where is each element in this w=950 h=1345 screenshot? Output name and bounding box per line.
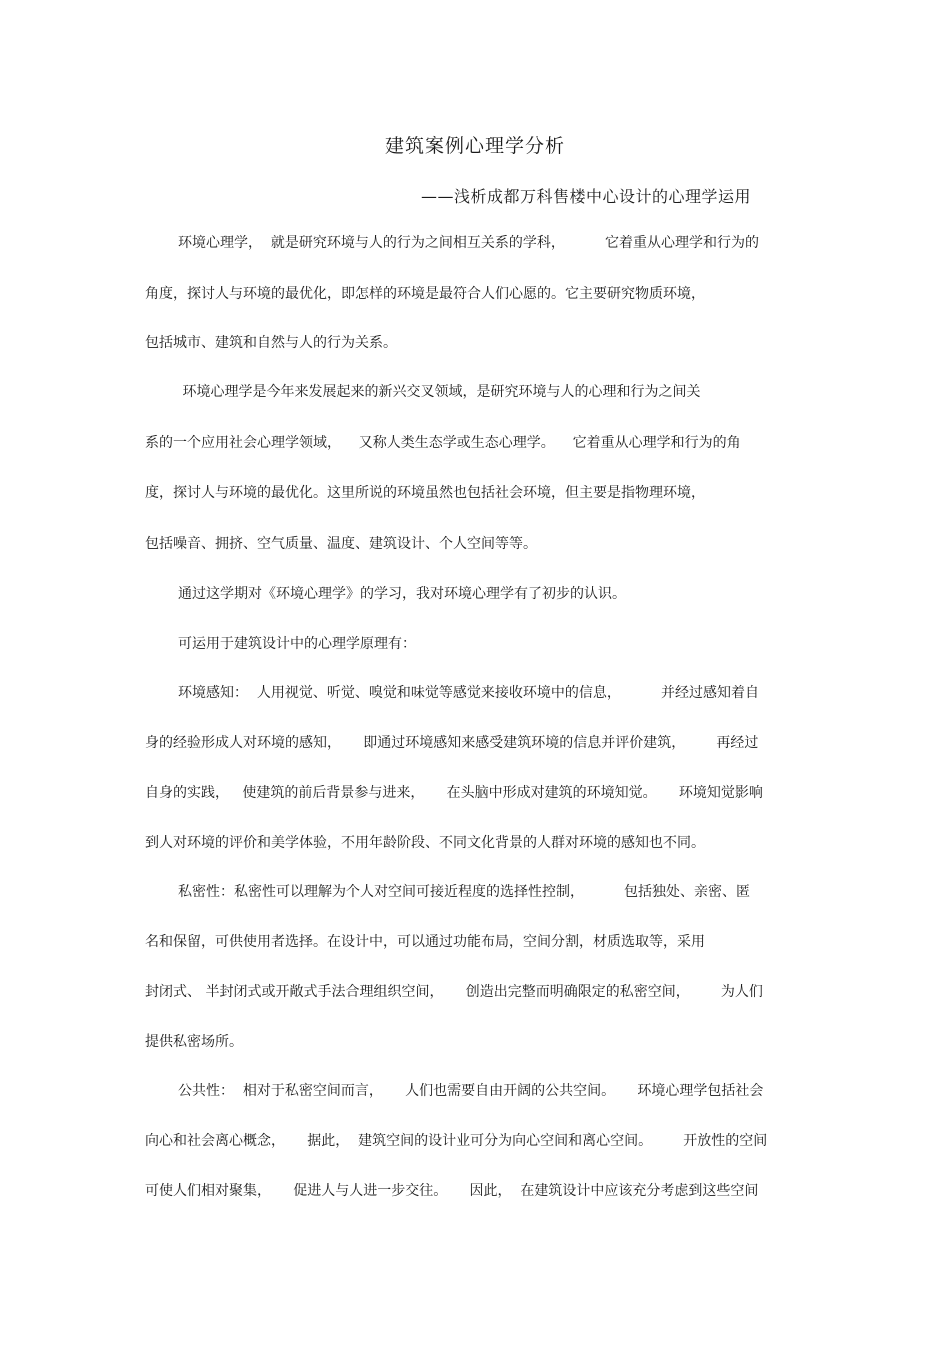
paragraph-line: 环境心理学是今年来发展起来的新兴交叉领域，是研究环境与人的心理和行为之间关 (178, 384, 701, 400)
paragraph-line: 度，探讨人与环境的最优化。这里所说的环境虽然也包括社会环境，但主要是指物理环境， (145, 485, 705, 501)
document-subtitle: ——浅析成都万科售楼中心设计的心理学运用 (421, 187, 752, 206)
paragraph-line: 环境感知： 人用视觉、听觉、嗅觉和味觉等感觉来接收环境中的信息， 并经过感知着自 (178, 685, 759, 701)
paragraph-line: 环境心理学， 就是研究环境与人的行为之间相互关系的学科， 它着重从心理学和行为的 (178, 235, 759, 251)
paragraph-line: 包括噪音、拥挤、空气质量、温度、建筑设计、个人空间等等。 (145, 536, 537, 552)
paragraph-line: 角度，探讨人与环境的最优化，即怎样的环境是最符合人们心愿的。它主要研究物质环境， (145, 286, 705, 302)
paragraph-line: 包括城市、建筑和自然与人的行为关系。 (145, 335, 397, 351)
paragraph-line: 公共性： 相对于私密空间而言， 人们也需要自由开阔的公共空间。 环境心理学包括社会 (178, 1083, 764, 1099)
paragraph-line: 可运用于建筑设计中的心理学原理有： (178, 636, 416, 652)
paragraph-line: 到人对环境的评价和美学体验，不用年龄阶段、不同文化背景的人群对环境的感知也不同。 (145, 835, 705, 851)
document-title: 建筑案例心理学分析 (384, 135, 565, 157)
paragraph-line: 名和保留，可供使用者选择。在设计中，可以通过功能布局，空间分割，材质选取等，采用 (145, 934, 705, 950)
paragraph-line: 通过这学期对《环境心理学》的学习，我对环境心理学有了初步的认识。 (178, 586, 626, 602)
paragraph-line: 提供私密场所。 (145, 1034, 243, 1050)
paragraph-line: 可使人们相对聚集， 促进人与人进一步交往。 因此， 在建筑设计中应该充分考虑到这些空间 (145, 1183, 759, 1199)
paragraph-line: 系的一个应用社会心理学领域， 又称人类生态学或生态心理学。 它着重从心理学和行为的角 (145, 435, 741, 451)
paragraph-line: 向心和社会离心概念， 据此， 建筑空间的设计业可分为向心空间和离心空间。 开放性的空间 (145, 1133, 768, 1149)
paragraph-line: 私密性：私密性可以理解为个人对空间可接近程度的选择性控制， 包括独处、亲密、匿 (178, 884, 751, 900)
paragraph-line: 自身的实践， 使建筑的前后背景参与进来， 在头脑中形成对建筑的环境知觉。 环境知觉影响 (145, 785, 763, 801)
paragraph-line: 封闭式、 半封闭式或开敞式手法合理组织空间， 创造出完整而明确限定的私密空间， 为人们 (145, 984, 763, 1000)
paragraph-line: 身的经验形成人对环境的感知， 即通过环境感知来感受建筑环境的信息并评价建筑， 再经过 (145, 735, 759, 751)
